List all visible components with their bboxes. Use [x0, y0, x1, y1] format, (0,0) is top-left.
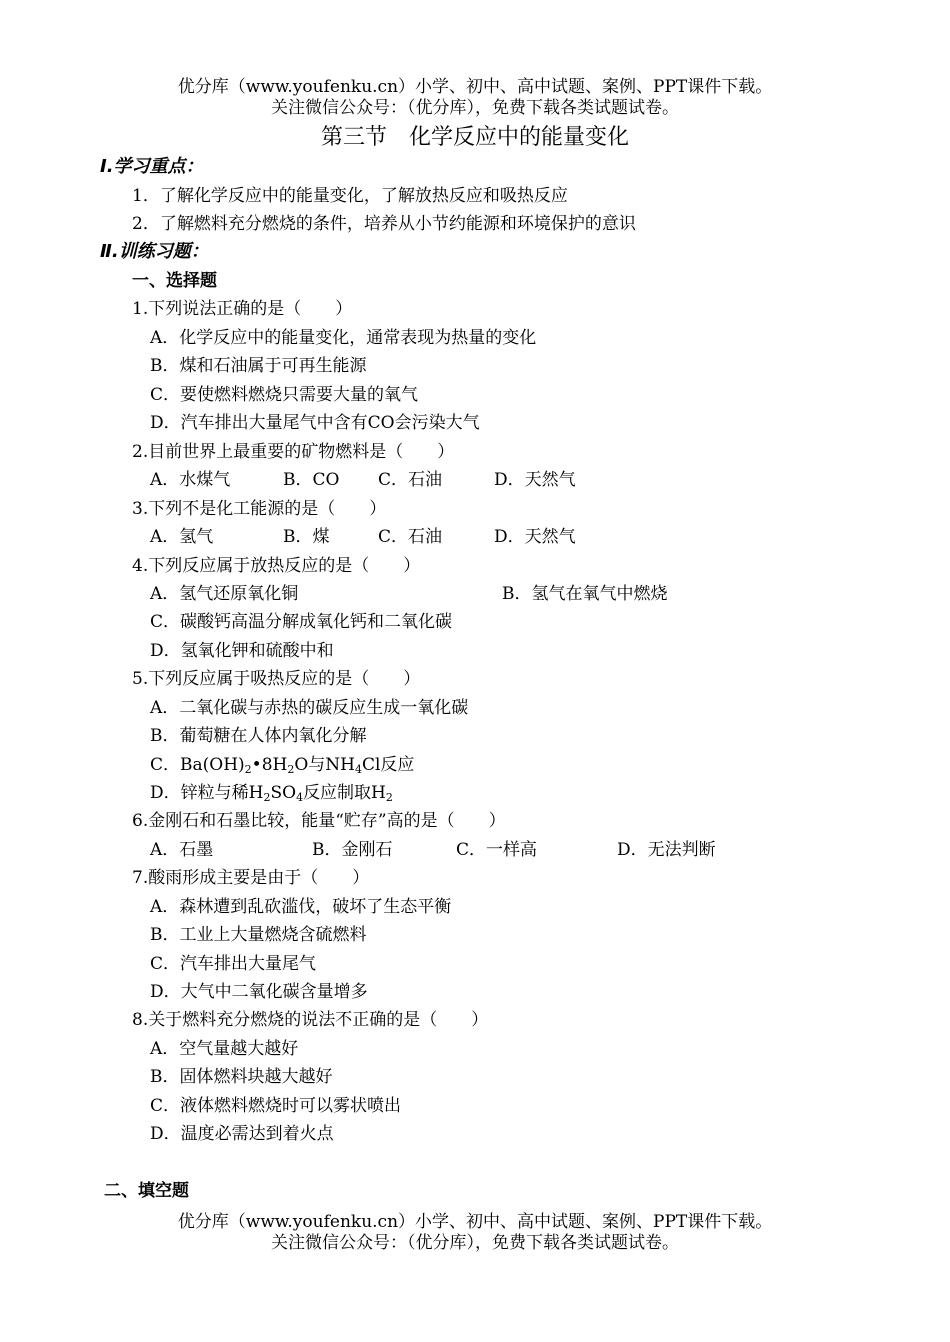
question-8-option-b: B．固体燃料块越大越好 — [150, 1067, 333, 1087]
question-2-option-d: D．天然气 — [494, 470, 576, 490]
question-8-option-a: A．空气量越大越好 — [150, 1039, 299, 1059]
question-2-option-b: B．CO — [283, 470, 340, 490]
footer-line-1: 优分库（www.youfenku.cn）小学、初中、高中试题、案例、PPT课件下载。 — [177, 1212, 773, 1232]
question-3-option-d: D．天然气 — [494, 527, 576, 547]
subscript: 2 — [263, 791, 271, 804]
part-title-fill-in-blank: 二、填空题 — [104, 1181, 189, 1201]
question-1-option-d: D．汽车排出大量尾气中含有CO会污染大气 — [150, 413, 480, 433]
part-title-multiple-choice: 一、选择题 — [132, 271, 217, 291]
option-d-text: D．锌粒与稀H — [150, 783, 264, 803]
question-8-stem: 8.关于燃料充分燃烧的说法不正确的是（ ） — [132, 1010, 489, 1030]
question-2-option-c: C．石油 — [378, 470, 443, 490]
question-4-option-b: B．氢气在氧气中燃烧 — [502, 584, 668, 604]
question-8-option-d: D．温度必需达到着火点 — [150, 1124, 334, 1144]
question-1-option-b: B．煤和石油属于可再生能源 — [150, 356, 367, 376]
question-4-option-d: D．氢氧化钾和硫酸中和 — [150, 641, 334, 661]
question-1-stem: 1.下列说法正确的是（ ） — [132, 299, 353, 319]
study-focus-item-2: 2．了解燃料充分燃烧的条件，培养从小节约能源和环境保护的意识 — [132, 214, 636, 234]
question-4-option-c: C．碳酸钙高温分解成氧化钙和二氧化碳 — [150, 612, 453, 632]
question-7-option-b: B．工业上大量燃烧含硫燃料 — [150, 925, 367, 945]
question-2-stem: 2.目前世界上最重要的矿物燃料是（ ） — [132, 442, 455, 462]
question-7-option-d: D．大气中二氧化碳含量增多 — [150, 982, 368, 1002]
question-3-option-b: B．煤 — [283, 527, 330, 547]
question-5-option-d — [150, 782, 393, 809]
question-1-option-a: A．化学反应中的能量变化，通常表现为热量的变化 — [150, 328, 537, 348]
question-3-option-c: C．石油 — [378, 527, 443, 547]
header-line-1: 优分库（www.youfenku.cn）小学、初中、高中试题、案例、PPT课件下载。 — [177, 77, 773, 97]
question-5-option-a: A．二氧化碳与赤热的碳反应生成一氧化碳 — [150, 698, 469, 718]
page-title: 第三节 化学反应中的能量变化 — [320, 125, 629, 150]
question-2-option-a: A．水煤气 — [150, 470, 231, 490]
section-heading-study-focus: Ⅰ.学习重点： — [100, 156, 204, 177]
section-heading-exercises: Ⅱ.训练习题： — [100, 241, 209, 262]
subscript: 4 — [296, 791, 304, 804]
subscript: 4 — [354, 763, 362, 776]
option-d-text: SO — [270, 783, 297, 803]
question-7-option-c: C．汽车排出大量尾气 — [150, 954, 317, 974]
subscript: 2 — [244, 763, 252, 776]
question-3-option-a: A．氢气 — [150, 527, 214, 547]
question-8-option-c: C．液体燃料燃烧时可以雾状喷出 — [150, 1096, 402, 1116]
question-6-option-d: D．无法判断 — [617, 840, 716, 860]
study-focus-item-1: 1．了解化学反应中的能量变化，了解放热反应和吸热反应 — [132, 186, 568, 206]
question-3-stem: 3.下列不是化工能源的是（ ） — [132, 499, 387, 519]
question-4-stem: 4.下列反应属于放热反应的是（ ） — [132, 556, 421, 576]
question-1-option-c: C．要使燃料燃烧只需要大量的氧气 — [150, 385, 419, 405]
option-c-text: O与NH — [294, 755, 355, 775]
question-6-stem: 6.金刚石和石墨比较，能量“贮存”高的是（ ） — [132, 811, 506, 831]
option-c-text: •8H — [251, 755, 288, 775]
question-6-option-c: C．一样高 — [456, 840, 538, 860]
footer-line-2: 关注微信公众号：（优分库），免费下载各类试题试卷。 — [271, 1233, 679, 1253]
question-7-option-a: A．森林遭到乱砍滥伐，破坏了生态平衡 — [150, 897, 452, 917]
option-c-text: C．Ba(OH) — [150, 755, 245, 775]
question-7-stem: 7.酸雨形成主要是由于（ ） — [132, 868, 370, 888]
question-5-stem: 5.下列反应属于吸热反应的是（ ） — [132, 669, 421, 689]
subscript: 2 — [385, 791, 393, 804]
question-4-option-a: A．氢气还原氧化铜 — [150, 584, 299, 604]
question-6-option-b: B．金刚石 — [312, 840, 393, 860]
header-line-2: 关注微信公众号：（优分库），免费下载各类试题试卷。 — [271, 98, 679, 118]
subscript: 2 — [287, 763, 295, 776]
question-6-option-a: A．石墨 — [150, 840, 214, 860]
option-d-text: 反应制取H — [303, 783, 386, 803]
question-5-option-c — [150, 754, 414, 781]
option-c-text: Cl反应 — [361, 755, 415, 775]
question-5-option-b: B．葡萄糖在人体内氧化分解 — [150, 726, 367, 746]
